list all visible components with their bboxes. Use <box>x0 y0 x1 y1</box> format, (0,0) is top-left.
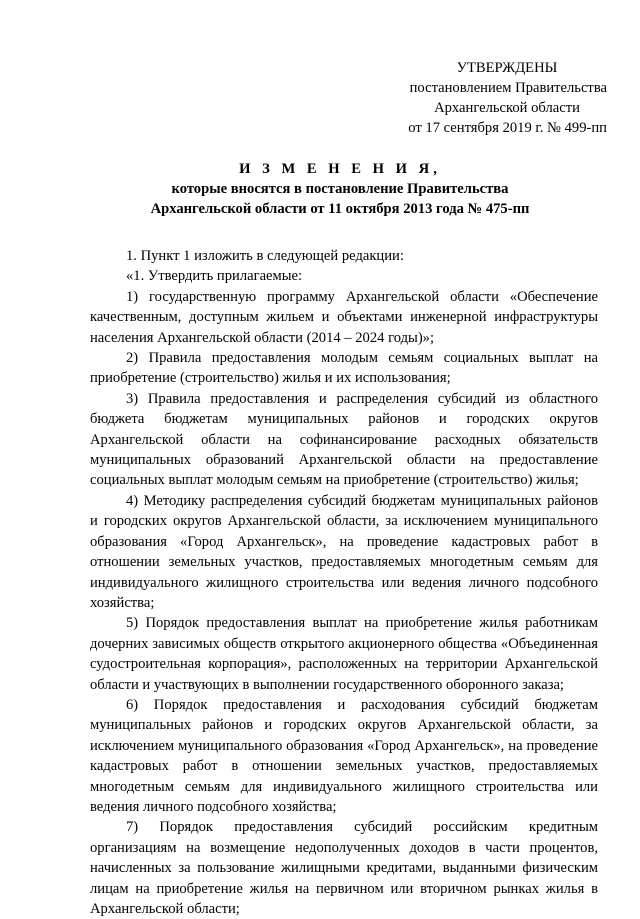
approval-line-region: Архангельской области <box>434 100 580 116</box>
title-line-3: Архангельской области от 11 октября 2013 года № 475-пп <box>150 201 530 217</box>
paragraph-6: 4) Методику распределения субсидий бюджетам муниципальных районов и городских округов Архангельской области, за исключением муниципального образования «Город Архангельск», на проведение кадастровых работ в отношении земельных участков, предоставляемых многодетным семьям для индивидуального жилищного строительства или ведения личного подсобного хозяйства; <box>90 492 598 611</box>
paragraph-8: 6) Порядок предоставления и расходования субсидий бюджетам муниципальных районов и городских округов Архангельской области, за исключением муниципального образования «Город Архангельск», на проведение кадастровых работ в отношении земельных участков, предоставляемых многодетным семьям для индивидуального жилищного строительства или ведения личного подсобного хозяйства; <box>90 696 598 815</box>
approval-line-date: от 17 сентября 2019 г. № 499-пп <box>408 120 607 136</box>
approval-line-resolution: постановлением Правительства <box>409 80 607 96</box>
paragraph-3: 1) государственную программу Архангельской области «Обеспечение качественным, доступным жильем и объектами инженерной инфраструктуры населения Архангельской области (2014 – 2024 годы)»; <box>90 288 598 346</box>
document-title <box>60 159 620 219</box>
title-line-2: которые вносятся в постановление Правительства <box>171 181 509 197</box>
approval-title: УТВЕРЖДЕНЫ <box>456 60 558 76</box>
paragraph-7: 5) Порядок предоставления выплат на приобретение жилья работникам дочерних зависимых обществ открытого акционерного общества «Объединенная судостроительная корпорация», расположенных на территории Архангельской области и участвующих в выполнении государственного оборонного заказа; <box>90 615 598 693</box>
paragraph-1: 1. Пункт 1 изложить в следующей редакции: <box>126 248 404 264</box>
paragraph-2: «1. Утвердить прилагаемые: <box>126 268 303 285</box>
document-body <box>90 246 598 919</box>
paragraph-9: 7) Порядок предоставления субсидий российским кредитным организациям на возмещение недополученных доходов в части процентов, начисленных за пользование жилищными кредитами, выданными физическим лицам на приобретение жилья на первичном или вторичном рынках жилья в Архангельской области; <box>90 819 598 917</box>
paragraph-4: 2) Правила предоставления молодым семьям социальных выплат на приобретение (строительство) жилья и их использования; <box>90 350 598 387</box>
title-heading: И З М Е Н Е Н И Я, <box>239 161 441 177</box>
approval-stamp <box>395 58 607 138</box>
paragraph-5: 3) Правила предоставления и распределения субсидий из областного бюджета бюджетам муниципальных районов и городских округов Архангельской области на софинансирование расходных обязательств муниципальных образований Архангельской области на предоставление социальных выплат молодым семьям на приобретение (строительство) жилья; <box>90 390 598 489</box>
